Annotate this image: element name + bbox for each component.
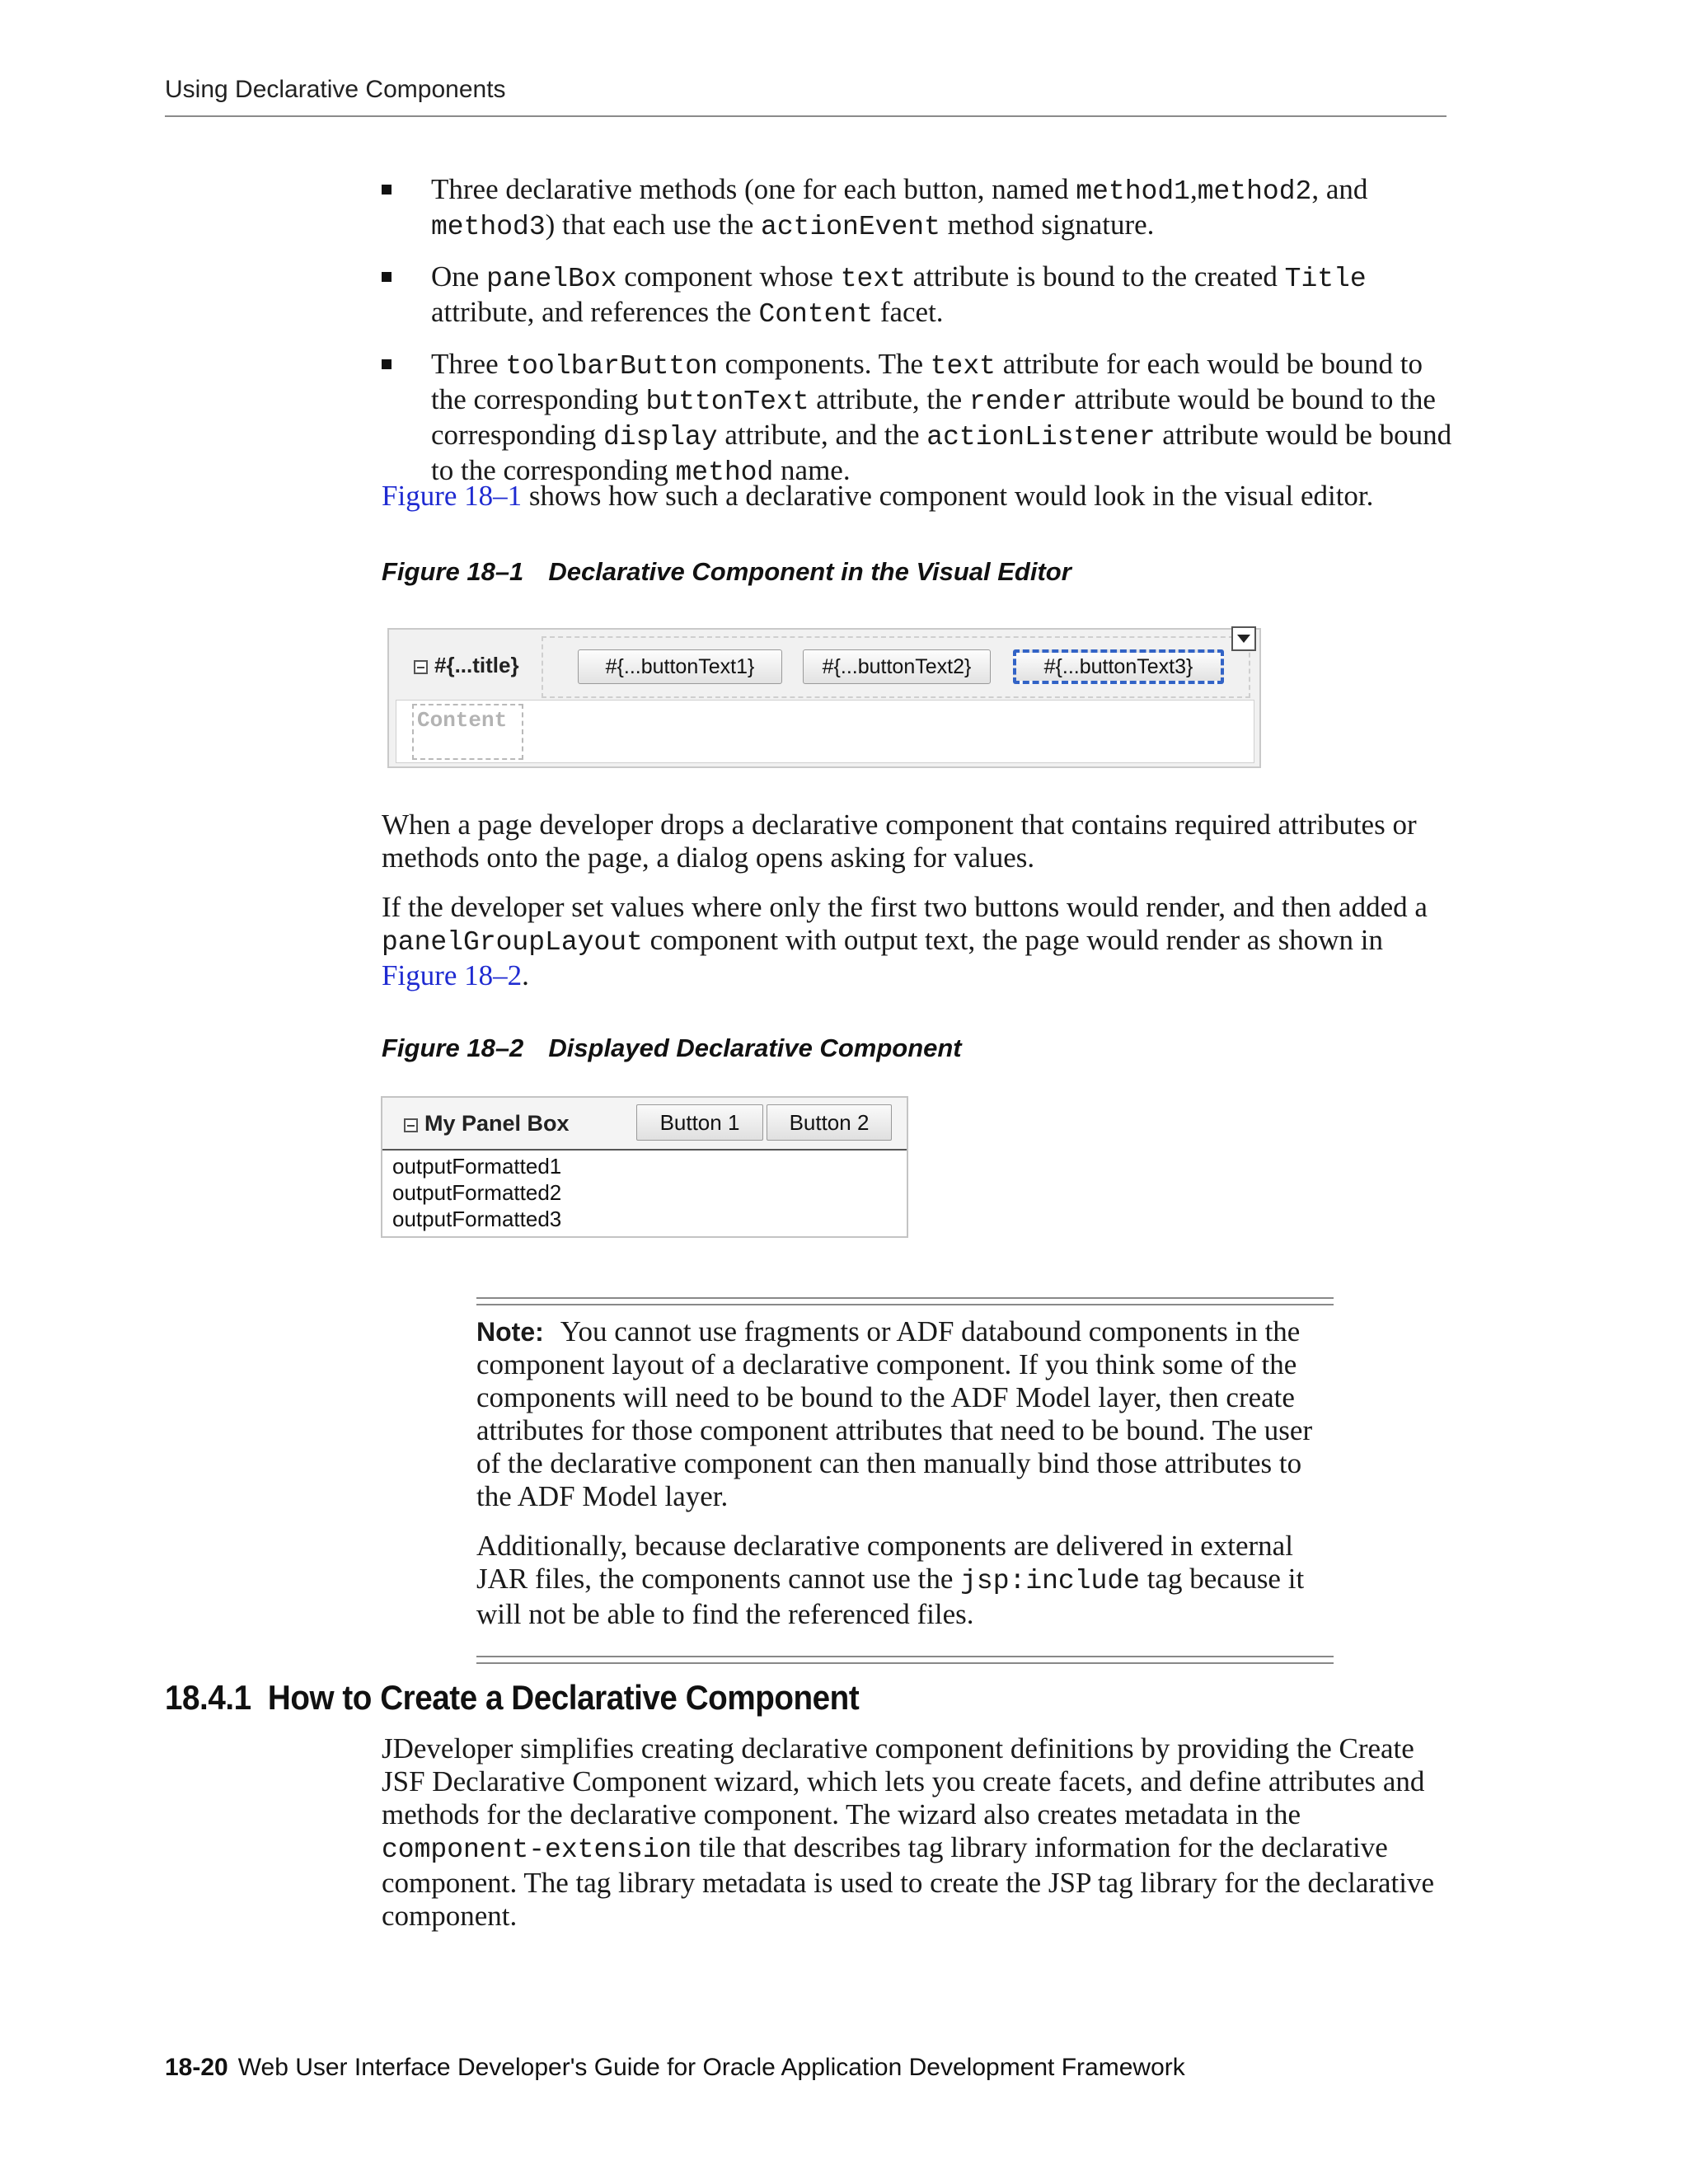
inline-code: method bbox=[675, 457, 774, 488]
inline-code: render bbox=[968, 387, 1067, 417]
text-run: Additionally, because declarative components are delivered in external JAR files, the components cannot use the bbox=[476, 1530, 1293, 1595]
figure1-intro-paragraph bbox=[382, 480, 1453, 513]
inline-code: panelBox bbox=[486, 264, 617, 294]
text-run: You cannot use fragments or ADF databound components in the component layout of a declarative component. If you think some of the components will need to be bound to the ADF Model layer, then create attributes for those component attributes that need to be bound. The user of the declarative component can then manually bind those attributes to the ADF Model layer. bbox=[476, 1315, 1313, 1512]
text-run: One bbox=[431, 260, 487, 293]
render-paragraph bbox=[382, 891, 1453, 992]
note-content bbox=[476, 1305, 1334, 1656]
book-title: Web User Interface Developer's Guide for Oracle Application Development Framework bbox=[237, 2054, 1185, 2081]
figure-link[interactable]: Figure 18–1 bbox=[382, 480, 523, 512]
inline-code: method3 bbox=[431, 212, 546, 242]
text-run: name. bbox=[773, 454, 851, 486]
figure2-body bbox=[382, 1151, 907, 1236]
inline-code: component-extension bbox=[382, 1835, 692, 1865]
figure1-caption-label: Figure 18–1 bbox=[382, 557, 524, 586]
figure2-panel-box bbox=[381, 1096, 908, 1238]
bullet-text bbox=[431, 260, 1367, 328]
figure1-toolbar bbox=[542, 636, 1250, 698]
figure2-caption bbox=[382, 1033, 962, 1063]
note-box bbox=[476, 1297, 1334, 1664]
figure-link[interactable]: Figure 18–2 bbox=[382, 959, 523, 991]
text-run: facet. bbox=[873, 296, 944, 328]
bullet-item bbox=[382, 173, 1453, 244]
inline-code: actionListener bbox=[926, 422, 1156, 452]
toolbar-button-3[interactable]: #{...buttonText3} bbox=[1013, 649, 1224, 684]
section-title: How to Create a Declarative Component bbox=[267, 1678, 860, 1717]
inline-code: Content bbox=[758, 299, 874, 330]
toolbar-button-2[interactable]: #{...buttonText2} bbox=[803, 649, 991, 684]
text-run: Three bbox=[431, 348, 506, 380]
figure2-panel-title bbox=[404, 1111, 570, 1137]
text-run: , and bbox=[1311, 173, 1368, 205]
inline-code: jsp:include bbox=[960, 1566, 1140, 1596]
output-text-2: outputFormatted2 bbox=[392, 1180, 562, 1205]
text-run: attribute, and references the bbox=[431, 296, 759, 328]
text-run: method signature. bbox=[940, 209, 1155, 241]
text-run: components. The bbox=[717, 348, 931, 380]
note-paragraph-1-text bbox=[476, 1315, 1312, 1512]
text-run: . bbox=[522, 959, 529, 991]
inline-code: text bbox=[930, 351, 996, 382]
dropdown-arrow-icon[interactable] bbox=[1231, 626, 1256, 651]
figure2-header bbox=[382, 1098, 907, 1151]
inline-code: panelGroupLayout bbox=[382, 927, 643, 958]
figure1-caption bbox=[382, 557, 1071, 587]
text-run: tile that describes tag library information for the declarative component. The tag library metadata is used to create the JSP tag library for the declarative component. bbox=[382, 1831, 1435, 1932]
note-label: Note: bbox=[476, 1317, 544, 1347]
section-heading bbox=[165, 1678, 859, 1718]
inline-code: text bbox=[840, 264, 906, 294]
figure1-content-area bbox=[396, 700, 1254, 763]
toolbar-button-1[interactable]: #{...buttonText1} bbox=[578, 649, 782, 684]
button-2[interactable]: Button 2 bbox=[767, 1104, 892, 1141]
text-run: , bbox=[1189, 173, 1198, 205]
bullet-item bbox=[382, 260, 1453, 331]
text-run: If the developer set values where only the first two buttons would render, and then added a bbox=[382, 891, 1428, 923]
text-run: attribute, and the bbox=[717, 419, 927, 451]
figure2-caption-label: Figure 18–2 bbox=[382, 1033, 524, 1062]
text-run: When a page developer drops a declarative component that contains required attributes or methods onto the page, a dialog opens asking for values. bbox=[382, 808, 1417, 874]
section-paragraph bbox=[382, 1732, 1453, 1933]
output-text-3: outputFormatted3 bbox=[392, 1207, 562, 1231]
inline-code: method2 bbox=[1197, 176, 1312, 207]
bullet-square-icon bbox=[382, 359, 392, 369]
inline-code: actionEvent bbox=[761, 212, 940, 242]
content-facet: Content bbox=[412, 704, 523, 760]
figure1-panel-title-text: #{...title} bbox=[434, 653, 519, 677]
text-run: ) that each use the bbox=[545, 209, 762, 241]
figure2-caption-title: Displayed Declarative Component bbox=[548, 1033, 962, 1062]
bullet-square-icon bbox=[382, 185, 392, 194]
inline-code: method1 bbox=[1076, 176, 1190, 207]
text-run: attribute would be bound to the corresponding bbox=[431, 383, 1436, 451]
figure1-panel-title bbox=[414, 653, 519, 678]
text-run: component with output text, the page would render as shown in bbox=[642, 924, 1384, 956]
text-run: JDeveloper simplifies creating declarative component definitions by providing the Create JSF Declarative Component wizard, which lets you create facets, and define attributes and methods for the declarative component. The wizard also creates metadata in the bbox=[382, 1732, 1425, 1830]
bullet-text bbox=[431, 348, 1451, 486]
output-text-1: outputFormatted1 bbox=[392, 1154, 562, 1179]
text-run: tag because it will not be able to find the referenced files. bbox=[476, 1563, 1305, 1630]
text-run: attribute would be bound to the corresponding bbox=[431, 419, 1452, 486]
running-header: Using Declarative Components bbox=[165, 76, 506, 103]
page-number: 18-20 bbox=[165, 2054, 228, 2081]
collapse-icon[interactable] bbox=[404, 1118, 418, 1132]
inline-code: Title bbox=[1284, 264, 1367, 294]
bullet-item bbox=[382, 348, 1453, 490]
text-run: shows how such a declarative component would look in the visual editor. bbox=[522, 480, 1374, 512]
figure1-caption-title: Declarative Component in the Visual Editor bbox=[548, 557, 1071, 586]
button-1[interactable]: Button 1 bbox=[636, 1104, 763, 1141]
bullet-list bbox=[382, 173, 1453, 506]
figure1-visual-editor bbox=[387, 628, 1261, 768]
bullet-square-icon bbox=[382, 272, 392, 282]
text-run: component whose bbox=[617, 260, 841, 293]
note-bottom-rule bbox=[476, 1656, 1334, 1664]
text-run: attribute, the bbox=[809, 383, 969, 415]
bullet-text bbox=[431, 173, 1367, 241]
note-paragraph-1 bbox=[476, 1315, 1334, 1513]
drop-paragraph bbox=[382, 808, 1453, 874]
header-rule bbox=[165, 115, 1447, 117]
text-run: Three declarative methods (one for each button, named bbox=[431, 173, 1076, 205]
inline-code: toolbarButton bbox=[505, 351, 718, 382]
section-number: 18.4.1 bbox=[165, 1678, 251, 1717]
figure2-panel-title-text: My Panel Box bbox=[424, 1111, 570, 1136]
inline-code: buttonText bbox=[645, 387, 809, 417]
note-top-rule bbox=[476, 1297, 1334, 1305]
note-paragraph-2 bbox=[476, 1530, 1334, 1631]
page-footer bbox=[165, 2054, 1185, 2082]
text-run: attribute is bound to the created bbox=[905, 260, 1285, 293]
collapse-icon bbox=[414, 660, 428, 674]
text-run: attribute for each would be bound to the corresponding bbox=[431, 348, 1423, 415]
inline-code: display bbox=[603, 422, 718, 452]
